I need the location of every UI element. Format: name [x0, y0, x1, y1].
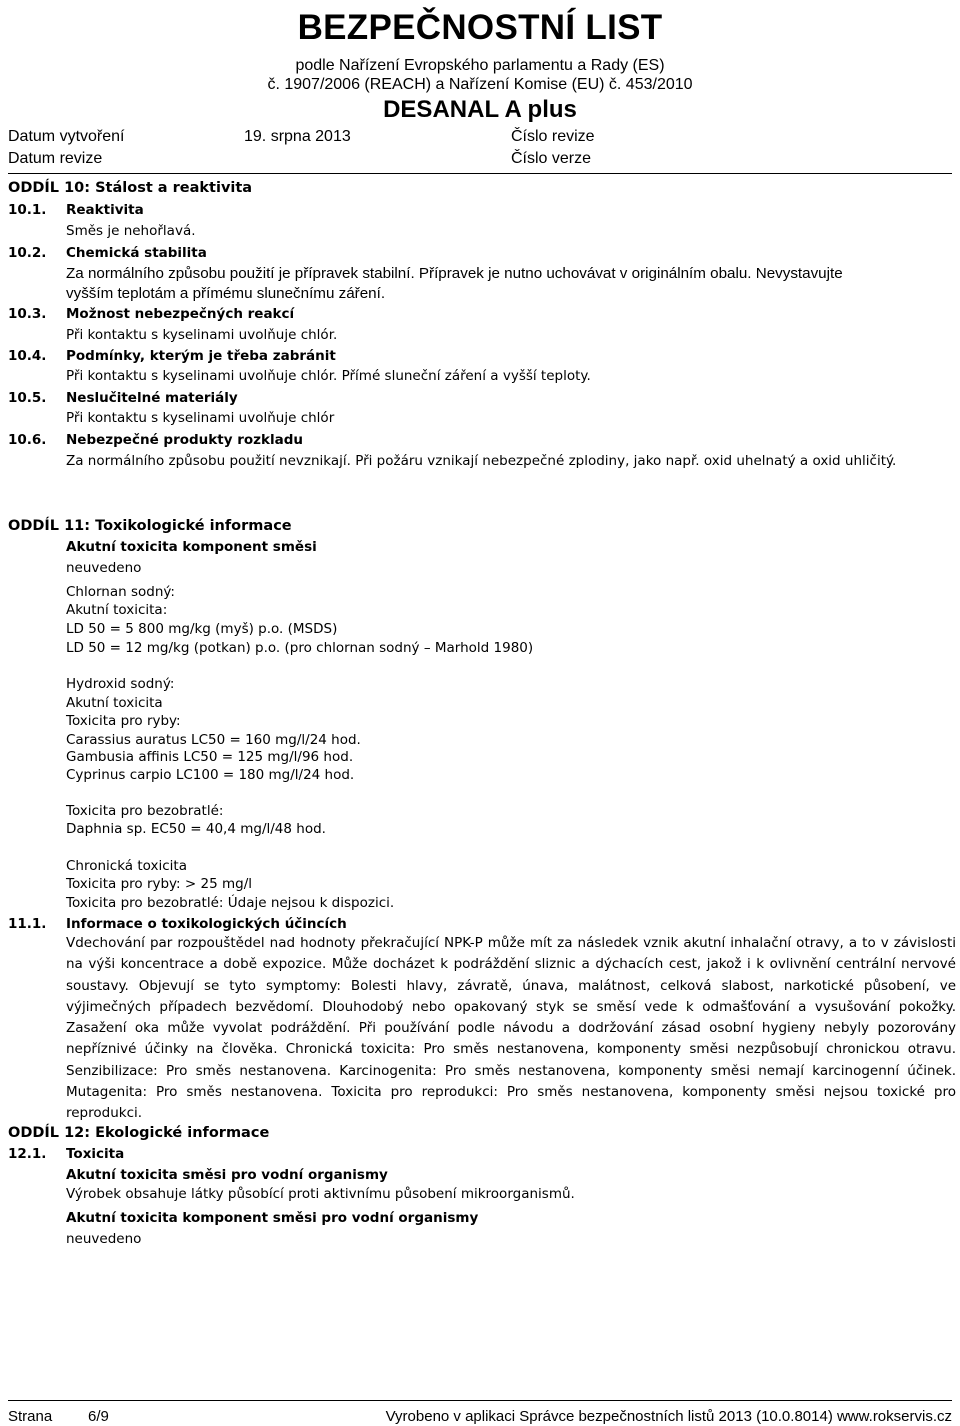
text-line: Hydroxid sodný:	[66, 676, 175, 692]
text-line: neuvedeno	[66, 1231, 142, 1247]
item-title: Reaktivita	[66, 202, 144, 218]
item-text: Při kontaktu s kyselinami uvolňuje chlór	[66, 410, 335, 426]
section-12-heading: ODDÍL 12: Ekologické informace	[8, 1125, 270, 1141]
text-line: Toxicita pro bezobratlé:	[66, 803, 224, 819]
item-title: Možnost nebezpečných reakcí	[66, 306, 295, 322]
text-line: LD 50 = 12 mg/kg (potkan) p.o. (pro chlornan sodný – Marhold 1980)	[66, 640, 534, 656]
item-text: Při kontaktu s kyselinami uvolňuje chlór.	[66, 327, 338, 343]
item-number: 10.6.	[8, 432, 47, 448]
item-number: 12.1.	[8, 1146, 47, 1162]
page-number: 6/9	[88, 1408, 109, 1425]
item-title: Chemická stabilita	[66, 245, 207, 261]
text-line: LD 50 = 5 800 mg/kg (myš) p.o. (MSDS)	[66, 621, 338, 637]
text-line: Toxicita pro bezobratlé: Údaje nejsou k dispozici.	[66, 895, 395, 911]
text-line: Gambusia affinis LC50 = 125 mg/l/96 hod.	[66, 749, 354, 765]
text-line: Toxicita pro ryby:	[66, 713, 181, 729]
item-text: Za normálního způsobu použití nevznikají. Při požáru vznikají nebezpečné zplodiny, jako např. oxid uhelnatý a oxid uhličitý.	[66, 453, 897, 469]
text-line: neuvedeno	[66, 560, 142, 576]
version-number-label: Číslo verze	[511, 150, 592, 167]
item-title: Nebezpečné produkty rozkladu	[66, 432, 304, 448]
item-number: 10.3.	[8, 306, 47, 322]
text-line: Akutní toxicita	[66, 695, 163, 711]
regulation-subtitle-2: č. 1907/2006 (REACH) a Nařízení Komise (EU) č. 453/2010	[267, 76, 693, 93]
text-line: Chlornan sodný:	[66, 584, 175, 600]
revision-date-label: Datum revize	[8, 150, 103, 167]
created-date-label: Datum vytvoření	[8, 128, 125, 145]
subsection-title: Akutní toxicita komponent směsi pro vodní organismy	[66, 1210, 479, 1226]
item-number: 10.1.	[8, 202, 47, 218]
text-line: Výrobek obsahuje látky působící proti aktivnímu působení mikroorganismů.	[66, 1186, 575, 1202]
page-label: Strana	[8, 1408, 53, 1425]
item-text: Směs je nehořlavá.	[66, 223, 196, 239]
revision-number-label: Číslo revize	[511, 128, 595, 145]
item-text: Při kontaktu s kyselinami uvolňuje chlór. Přímé sluneční záření a vyšší teploty.	[66, 368, 591, 384]
generator-note: Vyrobeno v aplikaci Správce bezpečnostních listů 2013 (10.0.8014) www.rokservis.cz	[385, 1408, 952, 1425]
item-text: vyšším teplotám a přímému slunečnímu záření.	[66, 285, 386, 302]
regulation-subtitle-1: podle Nařízení Evropského parlamentu a Rady (ES)	[295, 57, 665, 74]
item-title: Podmínky, kterým je třeba zabránit	[66, 348, 336, 364]
item-text: Vdechování par rozpouštědel nad hodnoty překračující NPK-P může mít za následek vznik akutní inhalační otravy, a to v závislosti na výši koncentrace a době expozice. Může docházet k podráždění sliznic a dýchacích cest, jakož i k ovlivnění centrální nervové soustavy. Objevují se tyto symptomy: Bolesti hlavy, závratě, únava, malátnost, celková slabost, narkotické působení, ve výjimečných případech bezvědomí. Dlouhodobý nebo opakovaný styk se směsí vede k odmašťování a vysušování pokožky. Zasažení oka může vyvolat podráždění. Při používání podle návodu a dodržování zásad osobní hygieny nebyly pozorovány nepříznivé účinky na člověka. Chronická toxicita: Pro směs nestanovena, komponenty směsi nezpůsobují chronickou otravu. Senzibilizace: Pro směs nestanovena. Karcinogenita: Pro směs nestanovena, komponenty směsi nemají karcinogenní účinek. Mutagenita: Pro směs nestanovena. Toxicita pro reprodukci: Pro směs nestanovena, komponenty směsi nejsou toxické pro reprodukci.	[66, 935, 956, 1122]
text-line: Akutní toxicita:	[66, 602, 168, 618]
document-title: BEZPEČNOSTNÍ LIST	[297, 8, 663, 47]
header-divider	[8, 173, 952, 174]
item-title: Neslučitelné materiály	[66, 390, 238, 406]
section-11-heading: ODDÍL 11: Toxikologické informace	[8, 518, 292, 534]
footer-divider	[8, 1400, 952, 1401]
item-number: 10.2.	[8, 245, 47, 261]
section-10-heading: ODDÍL 10: Stálost a reaktivita	[8, 180, 253, 196]
item-text: Za normálního způsobu použití je přípravek stabilní. Přípravek je nutno uchovávat v originálním obalu. Nevystavujte	[66, 265, 843, 282]
text-line: Toxicita pro ryby: > 25 mg/l	[66, 876, 252, 892]
item-number: 10.5.	[8, 390, 47, 406]
text-line: Chronická toxicita	[66, 858, 187, 874]
item-number: 10.4.	[8, 348, 47, 364]
text-line: Daphnia sp. EC50 = 40,4 mg/l/48 hod.	[66, 821, 326, 837]
created-date-value: 19. srpna 2013	[244, 128, 351, 145]
subsection-title: Akutní toxicita komponent směsi	[66, 539, 317, 555]
item-title: Informace o toxikologických účincích	[66, 916, 347, 932]
item-number: 11.1.	[8, 916, 47, 932]
item-title: Toxicita	[66, 1146, 125, 1162]
text-line: Cyprinus carpio LC100 = 180 mg/l/24 hod.	[66, 767, 355, 783]
subsection-title: Akutní toxicita směsi pro vodní organismy	[66, 1167, 388, 1183]
text-line: Carassius auratus LC50 = 160 mg/l/24 hod.	[66, 732, 361, 748]
product-name: DESANAL A plus	[383, 96, 577, 123]
